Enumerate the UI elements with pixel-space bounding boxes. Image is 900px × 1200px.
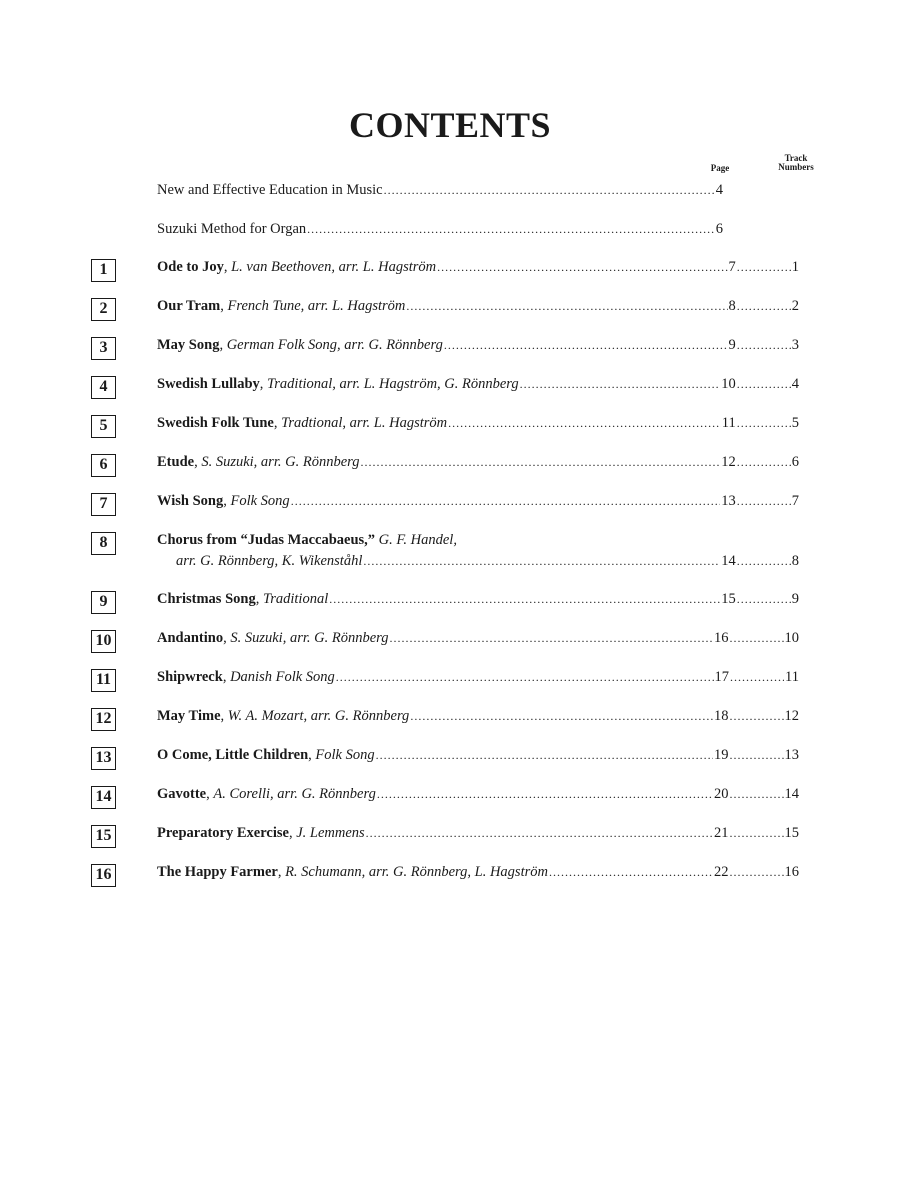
track-numbers-column-header: [766, 154, 826, 172]
toc-line: [157, 708, 799, 728]
entry-title: Suzuki Method for Organ: [157, 221, 307, 237]
toc-line: [157, 376, 799, 396]
dot-leader: [730, 865, 784, 880]
dot-leader: [730, 748, 784, 763]
dot-leader: [737, 494, 791, 509]
dot-leader: [360, 455, 720, 470]
piece-credit: S. Suzuki, arr. G. Rönnberg: [201, 454, 360, 470]
separator: ,: [255, 591, 263, 607]
piece-credit: Danish Folk Song: [230, 669, 335, 685]
track-number: 11: [785, 669, 799, 685]
piece-credit-continued: arr. G. Rönnberg, K. Wikenståhl: [176, 553, 363, 569]
page-number: 9: [728, 337, 736, 353]
piece-title: O Come, Little Children: [157, 747, 309, 763]
piece-number-box: 15: [91, 825, 116, 848]
piece-credit: R. Schumann, arr. G. Rönnberg, L. Hagström: [285, 864, 548, 880]
piece-title: Shipwreck: [157, 669, 223, 685]
dot-leader: [737, 416, 791, 431]
piece-number-box: 7: [91, 493, 116, 516]
page-number: 13: [721, 493, 736, 509]
dot-leader: [737, 455, 791, 470]
dot-leader: [730, 826, 784, 841]
track-number: 12: [784, 708, 799, 724]
dot-leader: [307, 222, 715, 237]
piece-number-box: 13: [91, 747, 116, 770]
piece-number-box: 6: [91, 454, 116, 477]
piece-title: Swedish Folk Tune: [157, 415, 274, 431]
toc-line: [157, 298, 799, 318]
piece-number-box: 9: [91, 591, 116, 614]
piece-credit: S. Suzuki, arr. G. Rönnberg: [230, 630, 389, 646]
page-column-header: Page: [710, 163, 730, 173]
track-number: 9: [791, 591, 799, 607]
track-number: 4: [791, 376, 799, 392]
track-number: 15: [784, 825, 799, 841]
toc-line: [157, 221, 723, 241]
piece-credit: W. A. Mozart, arr. G. Rönnberg: [227, 708, 410, 724]
page-number: 14: [721, 553, 736, 569]
separator: ,: [206, 786, 214, 802]
piece-title: Ode to Joy: [157, 259, 224, 275]
dot-leader: [444, 338, 728, 353]
separator: ,: [259, 376, 268, 392]
piece-credit: L. van Beethoven, arr. L. Hagström: [231, 259, 437, 275]
dot-leader: [520, 377, 721, 392]
page-number: 10: [721, 376, 736, 392]
toc-line: [157, 454, 799, 474]
piece-title: Our Tram: [157, 298, 221, 314]
dot-leader: [737, 554, 791, 569]
separator: ,: [220, 708, 228, 724]
dot-leader: [737, 338, 791, 353]
track-number: 6: [791, 454, 799, 470]
piece-title: Andantino: [157, 630, 224, 646]
separator: ,: [194, 454, 202, 470]
piece-title: Chorus from “Judas Maccabaeus,”: [157, 532, 376, 548]
separator: ,: [273, 415, 282, 431]
dot-leader: [730, 709, 784, 724]
piece-title: Preparatory Exercise: [157, 825, 289, 841]
dot-leader: [377, 787, 713, 802]
piece-number-box: 12: [91, 708, 116, 731]
separator: ,: [223, 259, 232, 275]
dot-leader: [437, 260, 727, 275]
piece-number-box: 3: [91, 337, 116, 360]
track-number: 14: [784, 786, 799, 802]
track-number: 7: [791, 493, 799, 509]
dot-leader: [291, 494, 721, 509]
piece-title: May Song: [157, 337, 220, 353]
piece-number-box: 11: [91, 669, 116, 692]
piece-number-box: 1: [91, 259, 116, 282]
toc-line: [157, 259, 799, 279]
piece-title: Etude: [157, 454, 195, 470]
dot-leader: [384, 183, 715, 198]
piece-credit: German Folk Song, arr. G. Rönnberg: [226, 337, 443, 353]
page-number: 6: [715, 221, 723, 237]
page-number: 11: [721, 415, 736, 431]
page-number: 22: [714, 864, 729, 880]
piece-title: Gavotte: [157, 786, 207, 802]
piece-title: Swedish Lullaby: [157, 376, 260, 392]
separator: ,: [308, 747, 316, 763]
separator: ,: [223, 493, 231, 509]
piece-number-box: 4: [91, 376, 116, 399]
toc-line: [157, 415, 799, 435]
piece-number-box: 16: [91, 864, 116, 887]
toc-line: [157, 630, 799, 650]
page-number: 17: [714, 669, 730, 685]
track-number: 8: [791, 553, 799, 569]
toc-line: [157, 182, 723, 202]
dot-leader: [390, 631, 714, 646]
toc-line: [157, 337, 799, 357]
toc-line: [157, 493, 799, 513]
separator: ,: [222, 669, 231, 685]
piece-title: Christmas Song: [157, 591, 256, 607]
piece-title: Wish Song: [157, 493, 224, 509]
dot-leader: [730, 631, 784, 646]
piece-credit: Folk Song: [315, 747, 375, 763]
dot-leader: [406, 299, 727, 314]
toc-line-continued: [176, 553, 799, 573]
entry-title: New and Effective Education in Music: [157, 182, 383, 198]
page-number: 8: [728, 298, 736, 314]
track-number: 2: [791, 298, 799, 314]
piece-title: May Time: [157, 708, 221, 724]
piece-credit: Folk Song: [230, 493, 290, 509]
dot-leader: [737, 592, 791, 607]
page-number: 20: [714, 786, 729, 802]
toc-line: [157, 669, 799, 689]
track-number: 3: [791, 337, 799, 353]
piece-number-box: 10: [91, 630, 116, 653]
separator: ,: [277, 864, 286, 880]
dot-leader: [737, 377, 791, 392]
piece-credit: French Tune, arr. L. Hagström: [227, 298, 406, 314]
toc-line: [157, 786, 799, 806]
piece-number-box: 8: [91, 532, 116, 555]
dot-leader: [363, 554, 720, 569]
toc-line: [157, 532, 799, 552]
page-number: 15: [721, 591, 736, 607]
track-header-line-2: Numbers: [778, 162, 814, 172]
piece-credit: A. Corelli, arr. G. Rönnberg: [213, 786, 376, 802]
dot-leader: [366, 826, 713, 841]
dot-leader: [410, 709, 713, 724]
dot-leader: [329, 592, 720, 607]
page-number: 18: [714, 708, 729, 724]
track-number: 10: [784, 630, 799, 646]
dot-leader: [737, 260, 791, 275]
page-number: 16: [714, 630, 729, 646]
page-number: 7: [728, 259, 736, 275]
piece-number-box: 14: [91, 786, 116, 809]
dot-leader: [448, 416, 721, 431]
separator: ,: [288, 825, 297, 841]
track-number: 16: [784, 864, 799, 880]
toc-line: [157, 864, 799, 884]
page-number: 12: [721, 454, 736, 470]
page-title: CONTENTS: [348, 105, 552, 145]
page-number: 21: [714, 825, 729, 841]
separator: ,: [223, 630, 231, 646]
page-number: 19: [714, 747, 729, 763]
piece-number-box: 5: [91, 415, 116, 438]
toc-line: [157, 747, 799, 767]
piece-number-box: 2: [91, 298, 116, 321]
toc-line: [157, 591, 799, 611]
dot-leader: [549, 865, 713, 880]
dot-leader: [730, 787, 784, 802]
separator: ,: [219, 337, 227, 353]
track-number: 5: [791, 415, 799, 431]
track-header-line-1: Track: [784, 153, 808, 163]
track-number: 13: [784, 747, 799, 763]
piece-title: The Happy Farmer: [157, 864, 278, 880]
piece-credit: G. F. Handel,: [378, 532, 457, 548]
piece-credit: Tradtional, arr. L. Hagström: [281, 415, 448, 431]
track-number: 1: [791, 259, 799, 275]
piece-credit: J. Lemmens: [296, 825, 365, 841]
piece-credit: Traditional: [262, 591, 329, 607]
dot-leader: [336, 670, 714, 685]
dot-leader: [730, 670, 784, 685]
dot-leader: [737, 299, 791, 314]
page-number: 4: [715, 182, 723, 198]
dot-leader: [376, 748, 713, 763]
separator: ,: [220, 298, 228, 314]
toc-line: [157, 825, 799, 845]
piece-credit: Traditional, arr. L. Hagström, G. Rönnberg: [267, 376, 519, 392]
